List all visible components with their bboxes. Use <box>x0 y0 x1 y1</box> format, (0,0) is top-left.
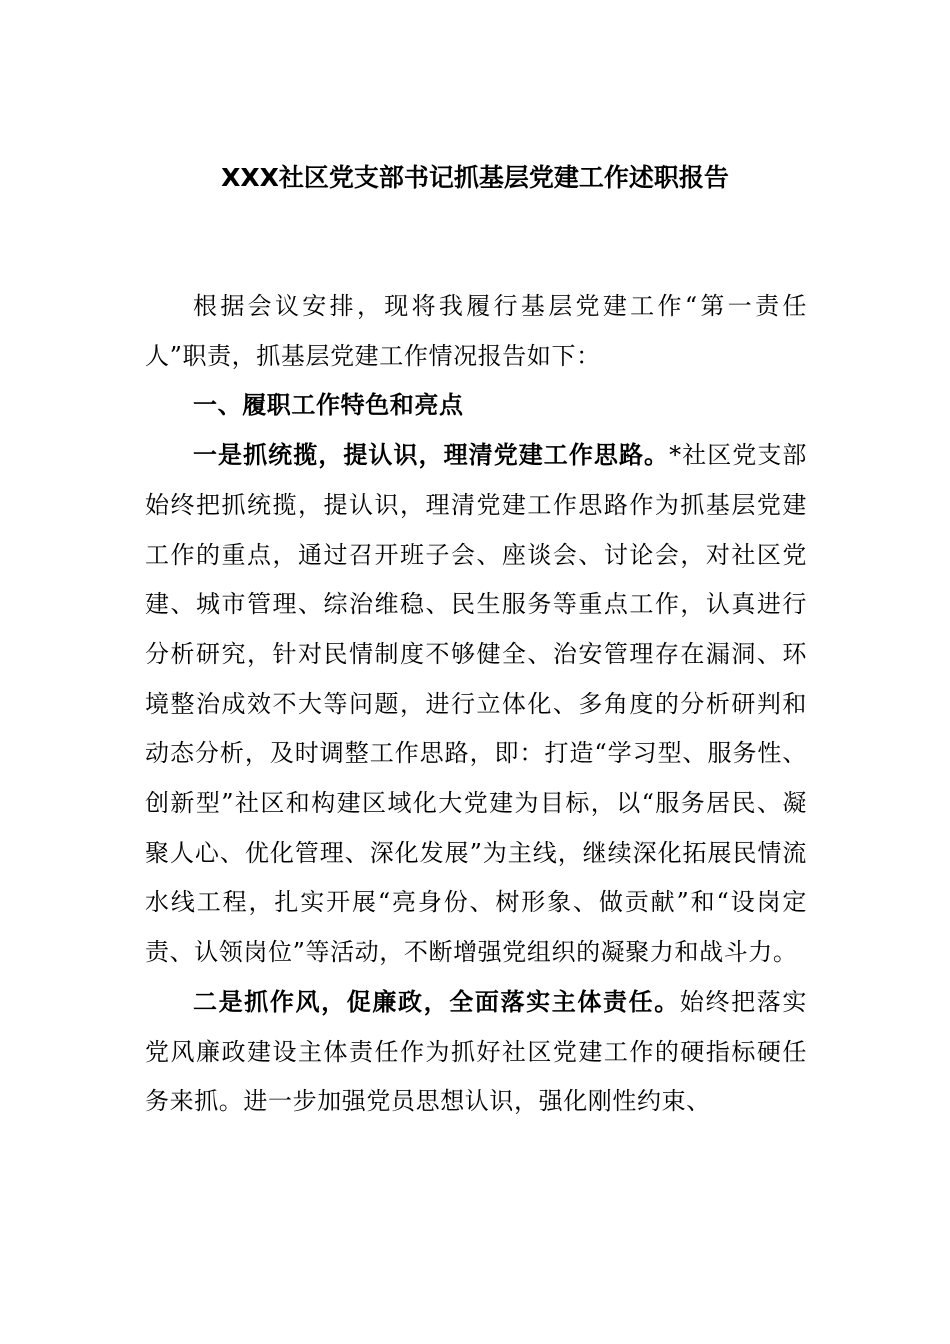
document-title: XXX社区党支部书记抓基层党建工作述职报告 <box>221 163 729 192</box>
point-two-lead: 二是抓作风，促廉政，全面落实主体责任。 <box>193 987 680 1016</box>
point-one-text: *社区党支部始终把抓统揽，提认识，理清党建工作思路作为抓基层党建工作的重点，通过召开班子会、座谈会、讨论会，对社区党建、城市管理、综治维稳、民生服务等重点工作，认真进行分析研究，针对民情制度不够健全、治安管理存在漏洞、环境整治成效不大等问题，进行立体化、多角度的分析研判和动态分析，及时调整工作思路，即：打造“学习型、服务性、创新型”社区和构建区域化大党建为目标，以“服务居民、凝聚人心、优化管理、深化发展”为主线，继续深化拓展民情流水线工程，扎实开展“亮身份、树形象、做贡献”和“设岗定责、认领岗位”等活动，不断增强党组织的凝聚力和战斗力。 <box>145 441 807 967</box>
point-one-lead: 一是抓统揽，提认识，理清党建工作思路。 <box>193 441 670 470</box>
point-two-paragraph <box>145 978 807 1127</box>
section-heading: 一、履职工作特色和亮点 <box>193 391 464 420</box>
intro-paragraph: 根据会议安排，现将我履行基层党建工作“第一责任人”职责，抓基层党建工作情况报告如下： <box>145 292 807 370</box>
point-one-paragraph <box>145 431 807 978</box>
point-two-text: 始终把落实党风廉政建设主体责任作为抓好社区党建工作的硬指标硬任务来抓。进一步加强党员思想认识，强化刚性约束、 <box>145 987 807 1116</box>
document-body <box>145 282 807 1127</box>
